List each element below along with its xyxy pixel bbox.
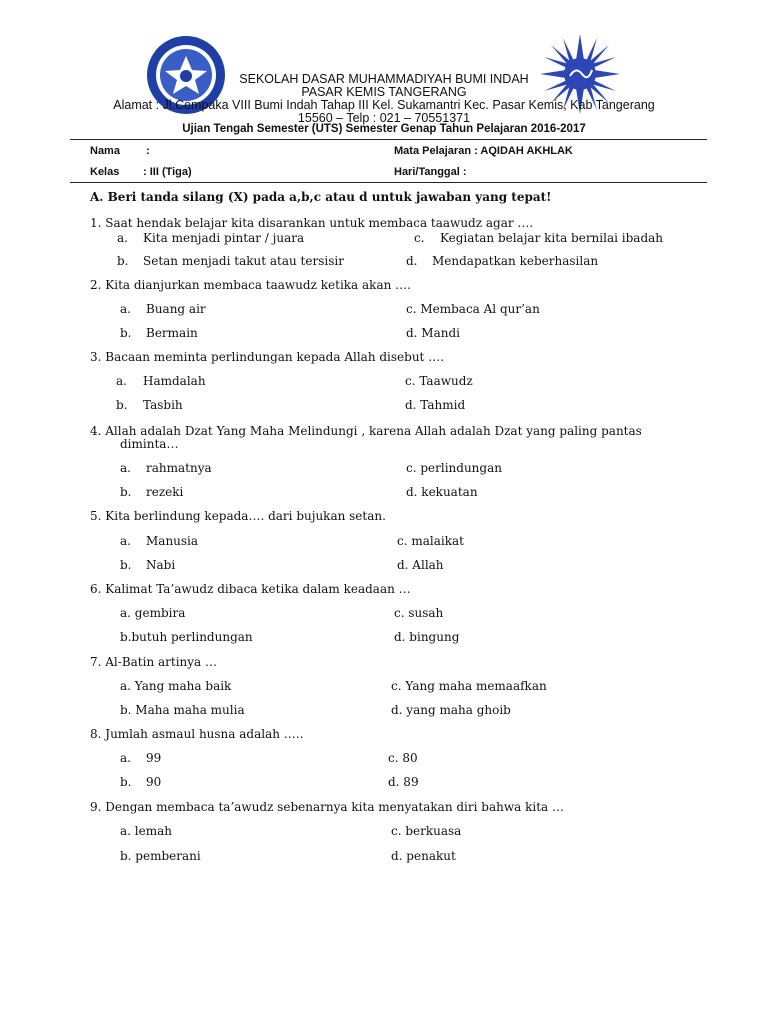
option-letter-a: a.	[120, 751, 131, 765]
school-name: SEKOLAH DASAR MUHAMMADIYAH BUMI INDAH	[239, 72, 529, 86]
q2-option-a: Buang air	[146, 302, 206, 316]
question-1: 1. Saat hendak belajar kita disarankan untuk membaca taawudz agar ….	[90, 216, 534, 230]
exam-title: Ujian Tengah Semester (UTS) Semester Genap Tahun Pelajaran 2016-2017	[182, 123, 586, 135]
q8-option-a: 99	[146, 751, 162, 765]
q3-option-b: Tasbih	[143, 398, 183, 412]
option-letter-a: a.	[120, 302, 131, 316]
q4-option-b: rezeki	[146, 485, 184, 499]
q2-option-d: d. Mandi	[406, 326, 460, 340]
q9-option-b: b. pemberani	[120, 849, 201, 863]
q8-option-c: c. 80	[388, 751, 418, 765]
q6-option-d: d. bingung	[394, 630, 460, 644]
question-4: 4. Allah adalah Dzat Yang Maha Melindungi , karena Allah adalah Dzat yang paling pantas	[90, 424, 642, 438]
q1-option-c: Kegiatan belajar kita bernilai ibadah	[440, 231, 664, 245]
q3-option-c: c. Taawudz	[405, 374, 473, 388]
option-letter-b: b.	[117, 254, 129, 268]
q6-option-c: c. susah	[394, 606, 444, 620]
info-bottom-rule	[70, 182, 707, 183]
school-contact: 15560 – Telp : 021 – 70551371	[297, 111, 471, 125]
option-letter-d: d.	[406, 254, 418, 268]
q5-option-b: Nabi	[146, 558, 176, 572]
q6-option-b: b.butuh perlindungan	[120, 630, 253, 644]
kelas-label: Kelas	[90, 166, 120, 178]
option-letter-a: a.	[116, 374, 127, 388]
q1-option-b: Setan menjadi takut atau tersisir	[143, 254, 344, 268]
option-letter-b: b.	[120, 558, 132, 572]
q5-option-d: d. Allah	[397, 558, 444, 572]
q7-option-d: d. yang maha ghoib	[391, 703, 511, 717]
q2-option-b: Bermain	[146, 326, 198, 340]
q2-option-c: c. Membaca Al qur’an	[406, 302, 540, 316]
school-city: PASAR KEMIS TANGERANG	[301, 85, 467, 99]
q5-option-a: Manusia	[146, 534, 199, 548]
option-letter-a: a.	[120, 534, 131, 548]
option-letter-a: a.	[117, 231, 128, 245]
option-letter-b: b.	[120, 485, 132, 499]
q7-option-c: c. Yang maha memaafkan	[391, 679, 547, 693]
question-3: 3. Bacaan meminta perlindungan kepada Allah disebut ….	[90, 350, 445, 364]
nama-label: Nama	[90, 145, 120, 157]
q7-option-a: a. Yang maha baik	[120, 679, 232, 693]
hari-tanggal: Hari/Tanggal :	[394, 166, 467, 178]
kelas-value: : III (Tiga)	[143, 166, 192, 178]
q4-option-d: d. kekuatan	[406, 485, 478, 499]
q4-option-c: c. perlindungan	[406, 461, 502, 475]
question-6: 6. Kalimat Ta’awudz dibaca ketika dalam keadaan …	[90, 582, 411, 596]
option-letter-b: b.	[116, 398, 128, 412]
option-letter-b: b.	[120, 326, 132, 340]
q8-option-d: d. 89	[388, 775, 419, 789]
question-7: 7. Al-Batin artinya …	[90, 655, 218, 669]
school-address: Alamat : Jl.Cempaka VIII Bumi Indah Tahap III Kel. Sukamantri Kec. Pasar Kemis, Kab Tangerang	[113, 98, 655, 112]
option-letter-a: a.	[120, 461, 131, 475]
option-letter-c: c.	[414, 231, 425, 245]
q9-option-c: c. berkuasa	[391, 824, 462, 838]
q9-option-a: a. lemah	[120, 824, 172, 838]
q9-option-d: d. penakut	[391, 849, 456, 863]
section-a-instruction: A. Beri tanda silang (X) pada a,b,c atau d untuk jawaban yang tepat!	[90, 190, 552, 204]
option-letter-b: b.	[120, 775, 132, 789]
q6-option-a: a. gembira	[120, 606, 186, 620]
q1-option-d: Mendapatkan keberhasilan	[432, 254, 599, 268]
question-8: 8. Jumlah asmaul husna adalah …..	[90, 727, 304, 741]
question-2: 2. Kita dianjurkan membaca taawudz ketika akan ….	[90, 278, 411, 292]
mata-pelajaran: Mata Pelajaran : AQIDAH AKHLAK	[394, 145, 573, 157]
nama-value: :	[146, 145, 150, 157]
q7-option-b: b. Maha maha mulia	[120, 703, 245, 717]
q3-option-d: d. Tahmid	[405, 398, 466, 412]
question-5: 5. Kita berlindung kepada…. dari bujukan setan.	[90, 509, 386, 523]
q5-option-c: c. malaikat	[397, 534, 464, 548]
q3-option-a: Hamdalah	[143, 374, 206, 388]
question-9: 9. Dengan membaca ta’awudz sebenarnya kita menyatakan diri bahwa kita …	[90, 800, 564, 814]
info-top-rule	[70, 139, 707, 140]
q4-option-a: rahmatnya	[146, 461, 212, 475]
q1-option-a: Kita menjadi pintar / juara	[143, 231, 305, 245]
question-4-continued: diminta…	[120, 437, 179, 451]
q8-option-b: 90	[146, 775, 162, 789]
